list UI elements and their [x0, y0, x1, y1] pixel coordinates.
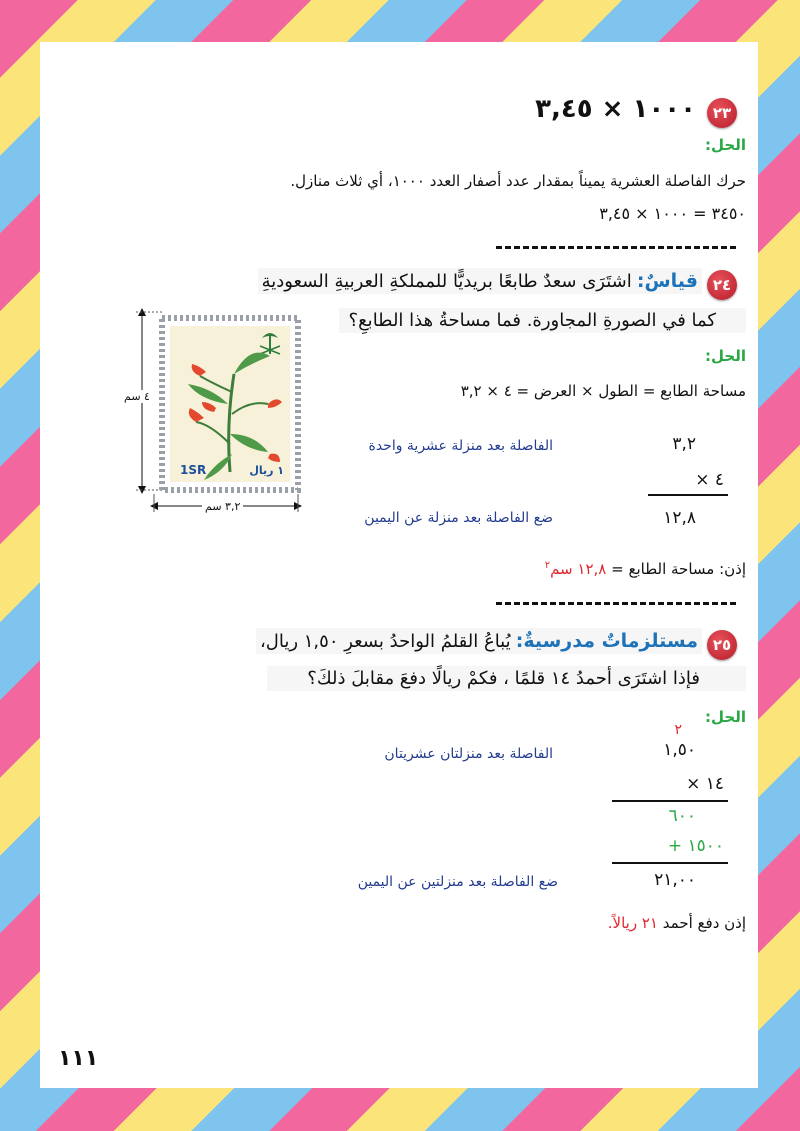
q23-solution-label: الحل:	[705, 136, 746, 154]
q24-mult-multiplier: × ٤	[695, 470, 724, 490]
q24-question-line1	[258, 268, 702, 294]
q25-conclusion-value: ٢١ ريالاً.	[607, 914, 658, 932]
q24-mult-top: ٣,٢	[672, 434, 696, 454]
stamp-value-ar: ١ ريال	[249, 464, 284, 477]
stamp-height-label: ٤ سم	[124, 390, 150, 403]
q23-result: ٣٤٥٠ = ١٠٠٠ × ٣,٤٥	[599, 204, 746, 223]
q24-question-text-1: اشتَرَى سعدٌ طابعًا بريديًّا للمملكةِ العربيةِ السعوديةِ	[261, 271, 632, 292]
q25-solution-label: الحل:	[705, 708, 746, 726]
q25-question-text-1: يُباعُ القلمُ الواحدُ بسعرِ ١,٥٠ ريال،	[259, 631, 511, 652]
q25-mult-rule-1	[612, 800, 728, 802]
q24-note-top: الفاصلة بعد منزلة عشرية واحدة	[368, 438, 553, 454]
question-25-badge	[707, 630, 737, 660]
q24-area-formula: مساحة الطابع = الطول × العرض = ٤ × ٣,٢	[460, 382, 746, 400]
question-24-number: ٢٤	[712, 276, 732, 294]
worksheet-page	[40, 42, 758, 1088]
q25-carry: ٢	[674, 722, 682, 738]
q25-note-result: ضع الفاصلة بعد منزلتين عن اليمين	[357, 874, 558, 890]
q25-row4: + ١٥٠٠	[667, 836, 724, 856]
stamp-figure	[124, 304, 320, 524]
question-23-badge	[707, 98, 737, 128]
q24-question-line2: كما في الصورةِ المجاورة. فما مساحةُ هذا الطابعِ؟	[339, 308, 746, 333]
q25-row5: ٢١,٠٠	[654, 870, 696, 890]
q24-mult-result: ١٢,٨	[663, 508, 696, 528]
page-number: ١١١	[58, 1046, 99, 1071]
q25-conclusion-prefix: إذن دفع أحمد	[662, 914, 746, 932]
question-23-number: ٢٣	[712, 104, 732, 122]
q24-conclusion-prefix: إذن: مساحة الطابع =	[611, 560, 746, 578]
q25-note-top: الفاصلة بعد منزلتان عشريتان	[384, 746, 553, 762]
q25-conclusion	[608, 914, 746, 932]
q25-title: مستلزماتٌ مدرسيةٌ:	[515, 630, 698, 652]
q23-explanation: حرك الفاصلة العشرية يميناً بمقدار عدد أصفار العدد ١٠٠٠، أي ثلاث منازل.	[290, 172, 746, 190]
q25-row1: ١,٥٠	[663, 740, 696, 760]
q25-row2: × ١٤	[686, 774, 724, 794]
q24-note-result: ضع الفاصلة بعد منزلة عن اليمين	[364, 510, 553, 526]
question-24-badge	[707, 270, 737, 300]
q24-conclusion	[545, 560, 746, 578]
q24-conclusion-sup: ٢	[544, 560, 551, 571]
q24-solution-label: الحل:	[705, 347, 746, 365]
stamp-value-en: 1SR	[180, 463, 207, 477]
stamp-illustration	[130, 304, 320, 524]
q24-title: قياسٌ:	[636, 270, 698, 292]
q25-question-line1	[256, 628, 702, 654]
section-divider	[496, 246, 736, 249]
q25-question-line2: فإذا اشتَرَى أحمدُ ١٤ قلمًا ، فكمْ ريالًا دفعَ مقابلَ ذلكَ؟	[267, 666, 746, 691]
stamp-width-label: ٣,٢ سم	[202, 500, 243, 513]
q24-conclusion-value: ١٢,٨ سم	[550, 560, 607, 578]
question-25-number: ٢٥	[712, 636, 732, 654]
q25-mult-rule-2	[612, 862, 728, 864]
q25-row3: ٦٠٠	[668, 806, 696, 826]
section-divider	[496, 602, 736, 605]
q23-expression: ١٠٠٠ × ٣,٤٥	[535, 94, 696, 124]
q24-mult-rule	[648, 494, 728, 496]
